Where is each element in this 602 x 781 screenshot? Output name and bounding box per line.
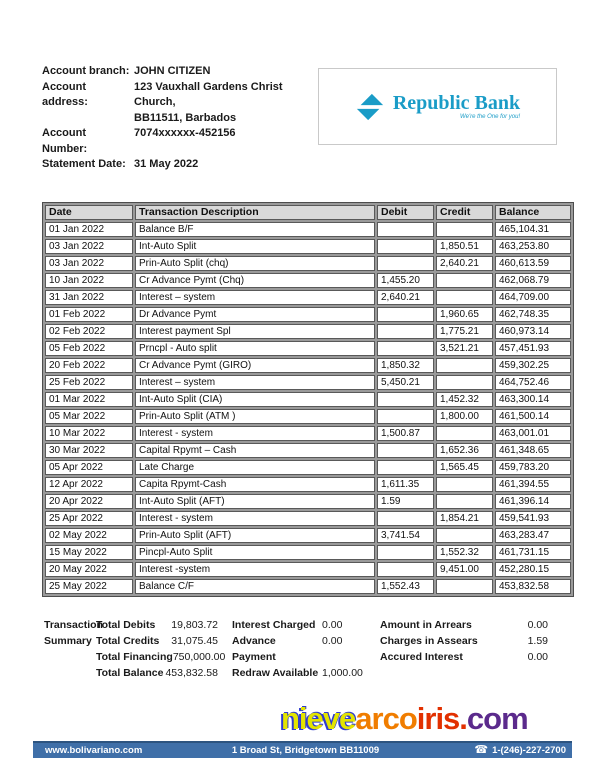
cell-description: Capita Rpymt-Cash: [135, 477, 375, 492]
account-number-label: Account Number:: [42, 127, 88, 155]
transactions-table-wrap: [42, 202, 572, 597]
cell-debit: 1,611.35: [377, 477, 434, 492]
watermark-segment: iris.: [416, 701, 467, 736]
cell-credit: [436, 426, 493, 441]
table-row: [45, 528, 571, 543]
cell-credit: [436, 494, 493, 509]
cell-debit: [377, 460, 434, 475]
bank-name: Republic Bank: [392, 92, 521, 114]
table-row: [45, 545, 571, 560]
phone-icon: ☎: [474, 744, 489, 756]
table-row: [45, 375, 571, 390]
cell-balance: 460,973.14: [495, 324, 571, 339]
cell-credit: 1,452.32: [436, 392, 493, 407]
cell-debit: [377, 256, 434, 271]
cell-date: 02 May 2022: [45, 528, 133, 543]
cell-debit: 2,640.21: [377, 290, 434, 305]
cell-balance: 462,068.79: [495, 273, 571, 288]
footer-bar: [33, 741, 572, 758]
summary-value: 750,000.00: [172, 651, 226, 663]
summary-value: 0.00: [527, 651, 548, 663]
table-header: [45, 205, 571, 220]
summary-label: Charges in Assears: [380, 635, 478, 647]
cell-credit: [436, 375, 493, 390]
cell-credit: [436, 528, 493, 543]
cell-credit: 1,552.32: [436, 545, 493, 560]
cell-description: Balance B/F: [135, 222, 375, 237]
footer-phone-number: 1-(246)-227-2700: [492, 745, 566, 756]
summary-totals-group: [96, 617, 226, 681]
cell-credit: [436, 477, 493, 492]
cell-credit: 1,652.36: [436, 443, 493, 458]
bank-logo-box: [318, 68, 557, 145]
cell-description: Interest - system: [135, 426, 375, 441]
cell-date: 10 Mar 2022: [45, 426, 133, 441]
table-row: [45, 477, 571, 492]
cell-debit: [377, 307, 434, 322]
cell-date: 03 Jan 2022: [45, 256, 133, 271]
cell-date: 25 May 2022: [45, 579, 133, 594]
cell-credit: [436, 222, 493, 237]
cell-description: Interest – system: [135, 290, 375, 305]
cell-balance: 465,104.31: [495, 222, 571, 237]
table-row: [45, 239, 571, 254]
cell-description: Prin-Auto Split (chq): [135, 256, 375, 271]
summary-value: 0.00: [527, 619, 548, 631]
watermark-segment: nieve: [281, 701, 356, 736]
cell-date: 15 May 2022: [45, 545, 133, 560]
table-row: [45, 460, 571, 475]
summary-value: 0.00: [322, 635, 343, 647]
account-address-row: [42, 80, 312, 111]
cell-debit: [377, 545, 434, 560]
account-info-block: [42, 64, 312, 173]
cell-credit: 2,640.21: [436, 256, 493, 271]
table-row: [45, 494, 571, 509]
cell-balance: 461,394.55: [495, 477, 571, 492]
cell-date: 25 Feb 2022: [45, 375, 133, 390]
cell-description: Late Charge: [135, 460, 375, 475]
cell-date: 02 Feb 2022: [45, 324, 133, 339]
summary-label: Total Debits: [96, 619, 156, 631]
cell-date: 12 Apr 2022: [45, 477, 133, 492]
watermark-segment: com: [466, 701, 528, 736]
footer-website-link[interactable]: www.bolivariano.com: [45, 745, 143, 756]
cell-description: Prncpl - Auto split: [135, 341, 375, 356]
cell-description: Int-Auto Split: [135, 239, 375, 254]
cell-balance: 462,748.35: [495, 307, 571, 322]
cell-debit: 1,850.32: [377, 358, 434, 373]
summary-row: [232, 617, 362, 633]
summary-label: Total Credits: [96, 635, 160, 647]
statement-date-label: Statement Date:: [42, 158, 126, 170]
cell-debit: 1,455.20: [377, 273, 434, 288]
summary-row: [380, 617, 548, 633]
cell-credit: 1,854.21: [436, 511, 493, 526]
account-address-label: Account address:: [42, 80, 88, 108]
cell-balance: 459,783.20: [495, 460, 571, 475]
cell-debit: [377, 239, 434, 254]
cell-balance: 461,500.14: [495, 409, 571, 424]
cell-date: 01 Mar 2022: [45, 392, 133, 407]
table-row: [45, 256, 571, 271]
cell-date: 01 Jan 2022: [45, 222, 133, 237]
cell-description: Capital Rpymt – Cash: [135, 443, 375, 458]
account-address-line1: 123 Vauxhall Gardens Christ Church,: [134, 80, 283, 108]
summary-row: [96, 617, 218, 633]
cell-date: 10 Jan 2022: [45, 273, 133, 288]
cell-date: 20 Feb 2022: [45, 358, 133, 373]
column-header: Balance: [495, 205, 571, 220]
footer-phone-block: [408, 745, 572, 756]
table-row: [45, 511, 571, 526]
summary-row: [380, 649, 548, 665]
cell-description: Prin-Auto Split (ATM ): [135, 409, 375, 424]
table-row: [45, 443, 571, 458]
cell-debit: 5,450.21: [377, 375, 434, 390]
cell-date: 20 Apr 2022: [45, 494, 133, 509]
cell-description: Cr Advance Pymt (GIRO): [135, 358, 375, 373]
summary-value: 1,000.00: [322, 667, 363, 679]
summary-value: 31,075.45: [171, 635, 218, 647]
table-row: [45, 222, 571, 237]
summary-row: [232, 665, 362, 681]
cell-debit: [377, 341, 434, 356]
cell-credit: 1,565.45: [436, 460, 493, 475]
table-row: [45, 358, 571, 373]
cell-debit: [377, 443, 434, 458]
summary-label: Advance Payment: [232, 635, 276, 663]
account-number-row: [42, 126, 312, 157]
summary-label: Total Balance: [96, 667, 164, 679]
cell-debit: [377, 222, 434, 237]
cell-credit: 1,775.21: [436, 324, 493, 339]
cell-credit: 3,521.21: [436, 341, 493, 356]
summary-row: [96, 649, 226, 665]
transactions-table: [42, 202, 574, 597]
cell-credit: 1,800.00: [436, 409, 493, 424]
summary-label: Amount in Arrears: [380, 619, 472, 631]
summary-arrears-group: [380, 617, 548, 665]
table-row: [45, 307, 571, 322]
cell-debit: 1.59: [377, 494, 434, 509]
cell-debit: 3,741.54: [377, 528, 434, 543]
table-header-row: [45, 205, 571, 220]
account-branch-row: [42, 64, 312, 80]
summary-row: [96, 665, 218, 681]
cell-credit: [436, 579, 493, 594]
cell-date: 01 Feb 2022: [45, 307, 133, 322]
cell-balance: 464,752.46: [495, 375, 571, 390]
watermark-text: [281, 702, 528, 736]
cell-balance: 463,001.01: [495, 426, 571, 441]
summary-title-line2: Summary: [44, 635, 92, 647]
cell-description: Cr Advance Pymt (Chq): [135, 273, 375, 288]
cell-date: 20 May 2022: [45, 562, 133, 577]
cell-date: 31 Jan 2022: [45, 290, 133, 305]
cell-balance: 452,280.15: [495, 562, 571, 577]
cell-description: Dr Advance Pymt: [135, 307, 375, 322]
cell-debit: [377, 324, 434, 339]
footer-address: 1 Broad St, Bridgetown BB11009: [231, 745, 380, 756]
cell-credit: [436, 358, 493, 373]
cell-description: Int-Auto Split (AFT): [135, 494, 375, 509]
cell-debit: 1,500.87: [377, 426, 434, 441]
table-row: [45, 341, 571, 356]
cell-date: 03 Jan 2022: [45, 239, 133, 254]
cell-debit: 1,552.43: [377, 579, 434, 594]
table-row: [45, 273, 571, 288]
cell-debit: [377, 392, 434, 407]
cell-date: 05 Feb 2022: [45, 341, 133, 356]
cell-balance: 453,832.58: [495, 579, 571, 594]
cell-debit: [377, 511, 434, 526]
column-header: Date: [45, 205, 133, 220]
account-branch-value: JOHN CITIZEN: [134, 65, 211, 77]
cell-credit: [436, 290, 493, 305]
summary-label: Total Financing: [96, 651, 173, 663]
bank-logo-text: [393, 93, 520, 120]
cell-balance: 461,348.65: [495, 443, 571, 458]
cell-credit: 1,960.65: [436, 307, 493, 322]
cell-description: Balance C/F: [135, 579, 375, 594]
cell-balance: 463,300.14: [495, 392, 571, 407]
statement-date-value: 31 May 2022: [134, 158, 199, 170]
cell-balance: 463,283.47: [495, 528, 571, 543]
cell-description: Pincpl-Auto Split: [135, 545, 375, 560]
table-body: [45, 222, 571, 594]
summary-row: [232, 633, 362, 665]
cell-description: Int-Auto Split (CIA): [135, 392, 375, 407]
summary-value: 1.59: [527, 635, 548, 647]
cell-balance: 457,451.93: [495, 341, 571, 356]
bank-tagline: We're the One for you!: [460, 114, 521, 120]
cell-credit: 1,850.51: [436, 239, 493, 254]
summary-label: Redraw Available: [232, 667, 319, 679]
column-header: Credit: [436, 205, 493, 220]
summary-value: 0.00: [322, 619, 343, 631]
cell-credit: 9,451.00: [436, 562, 493, 577]
summary-row: [96, 633, 218, 649]
watermark-segment: arco: [355, 701, 417, 736]
summary-label: Accured Interest: [380, 651, 463, 663]
cell-credit: [436, 273, 493, 288]
cell-description: Prin-Auto Split (AFT): [135, 528, 375, 543]
table-row: [45, 290, 571, 305]
table-row: [45, 392, 571, 407]
column-header: Debit: [377, 205, 434, 220]
cell-balance: 459,302.25: [495, 358, 571, 373]
cell-debit: [377, 562, 434, 577]
table-row: [45, 562, 571, 577]
cell-description: Interest – system: [135, 375, 375, 390]
account-number-value: 7074xxxxxx-452156: [134, 127, 236, 139]
cell-description: Interest payment Spl: [135, 324, 375, 339]
account-address-row2: [42, 111, 312, 127]
column-header: Transaction Description: [135, 205, 375, 220]
cell-description: Interest -system: [135, 562, 375, 577]
cell-balance: 461,731.15: [495, 545, 571, 560]
statement-date-row: [42, 157, 312, 173]
cell-balance: 464,709.00: [495, 290, 571, 305]
summary-row: [380, 633, 548, 649]
summary-value: 19,803.72: [171, 619, 218, 631]
cell-date: 05 Mar 2022: [45, 409, 133, 424]
cell-date: 30 Mar 2022: [45, 443, 133, 458]
summary-value: 453,832.58: [165, 667, 218, 679]
table-row: [45, 579, 571, 594]
summary-label: Interest Charged: [232, 619, 316, 631]
account-branch-label: Account branch:: [42, 65, 130, 77]
table-row: [45, 324, 571, 339]
cell-balance: 461,396.14: [495, 494, 571, 509]
cell-balance: 459,541.93: [495, 511, 571, 526]
cell-date: 05 Apr 2022: [45, 460, 133, 475]
summary-title-line1: Transaction: [44, 619, 103, 631]
cell-date: 25 Apr 2022: [45, 511, 133, 526]
summary-interest-group: [232, 617, 362, 681]
account-address-line2: BB11511, Barbados: [134, 111, 237, 124]
summary-title: [44, 617, 103, 649]
cell-balance: 460,613.59: [495, 256, 571, 271]
table-row: [45, 409, 571, 424]
table-row: [45, 426, 571, 441]
cell-description: Interest - system: [135, 511, 375, 526]
cell-debit: [377, 409, 434, 424]
republic-bank-diamond-icon: [355, 92, 385, 122]
cell-balance: 463,253.80: [495, 239, 571, 254]
